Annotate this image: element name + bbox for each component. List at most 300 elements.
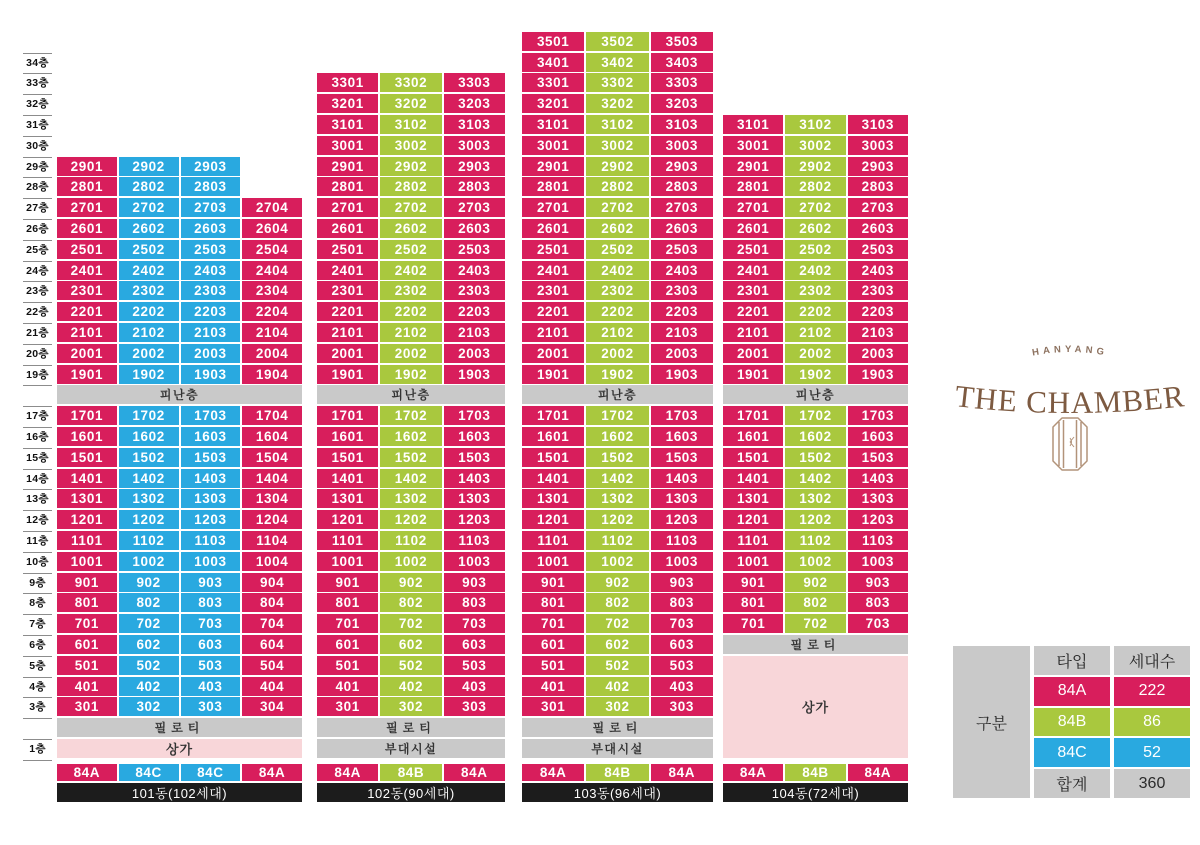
unit-cell-901[interactable]: 901 [57,573,117,592]
unit-cell-502[interactable]: 502 [119,656,179,675]
unit-cell-2702[interactable]: 2702 [586,198,648,217]
unit-cell-1401[interactable]: 1401 [317,469,378,488]
unit-cell-2004[interactable]: 2004 [242,344,302,363]
unit-cell-1403[interactable]: 1403 [848,469,908,488]
unit-cell-2403[interactable]: 2403 [651,261,713,280]
unit-cell-3101[interactable]: 3101 [317,115,378,134]
unit-cell-2202[interactable]: 2202 [119,302,179,321]
unit-cell-3103[interactable]: 3103 [444,115,505,134]
unit-cell-2703[interactable]: 2703 [651,198,713,217]
unit-cell-1001[interactable]: 1001 [522,552,584,571]
unit-cell-2701[interactable]: 2701 [57,198,117,217]
unit-cell-2303[interactable]: 2303 [651,281,713,300]
unit-cell-1201[interactable]: 1201 [57,510,117,529]
unit-cell-2603[interactable]: 2603 [848,219,908,238]
unit-cell-1703[interactable]: 1703 [651,406,713,425]
unit-cell-1103[interactable]: 1103 [181,531,241,550]
unit-cell-1101[interactable]: 1101 [317,531,378,550]
unit-cell-1303[interactable]: 1303 [444,489,505,508]
unit-cell-3103[interactable]: 3103 [848,115,908,134]
unit-cell-602[interactable]: 602 [119,635,179,654]
unit-cell-701[interactable]: 701 [522,614,584,633]
unit-cell-1302[interactable]: 1302 [785,489,845,508]
unit-cell-1701[interactable]: 1701 [57,406,117,425]
unit-cell-3101[interactable]: 3101 [522,115,584,134]
unit-cell-2302[interactable]: 2302 [785,281,845,300]
unit-cell-1303[interactable]: 1303 [651,489,713,508]
unit-cell-2902[interactable]: 2902 [380,157,441,176]
unit-cell-902[interactable]: 902 [119,573,179,592]
unit-cell-1903[interactable]: 1903 [444,365,505,384]
unit-cell-903[interactable]: 903 [444,573,505,592]
unit-cell-1603[interactable]: 1603 [651,427,713,446]
unit-cell-903[interactable]: 903 [848,573,908,592]
unit-cell-1303[interactable]: 1303 [848,489,908,508]
unit-cell-3203[interactable]: 3203 [651,94,713,113]
unit-cell-703[interactable]: 703 [651,614,713,633]
unit-cell-1903[interactable]: 1903 [651,365,713,384]
unit-cell-1101[interactable]: 1101 [723,531,783,550]
unit-cell-2901[interactable]: 2901 [317,157,378,176]
unit-cell-1003[interactable]: 1003 [651,552,713,571]
unit-cell-2704[interactable]: 2704 [242,198,302,217]
unit-cell-2301[interactable]: 2301 [317,281,378,300]
unit-cell-2001[interactable]: 2001 [317,344,378,363]
unit-cell-1504[interactable]: 1504 [242,448,302,467]
unit-cell-303[interactable]: 303 [651,697,713,716]
unit-cell-1102[interactable]: 1102 [380,531,441,550]
unit-cell-1103[interactable]: 1103 [848,531,908,550]
unit-cell-3002[interactable]: 3002 [586,136,648,155]
unit-cell-1901[interactable]: 1901 [57,365,117,384]
unit-cell-503[interactable]: 503 [181,656,241,675]
unit-cell-2501[interactable]: 2501 [522,240,584,259]
unit-cell-701[interactable]: 701 [317,614,378,633]
unit-cell-1602[interactable]: 1602 [119,427,179,446]
unit-cell-301[interactable]: 301 [522,697,584,716]
unit-cell-2502[interactable]: 2502 [586,240,648,259]
unit-cell-702[interactable]: 702 [586,614,648,633]
unit-cell-1202[interactable]: 1202 [380,510,441,529]
unit-cell-1901[interactable]: 1901 [522,365,584,384]
unit-cell-2901[interactable]: 2901 [723,157,783,176]
unit-cell-301[interactable]: 301 [317,697,378,716]
unit-cell-402[interactable]: 402 [380,677,441,696]
unit-cell-1403[interactable]: 1403 [651,469,713,488]
unit-cell-503[interactable]: 503 [651,656,713,675]
unit-cell-2101[interactable]: 2101 [522,323,584,342]
unit-cell-1703[interactable]: 1703 [848,406,908,425]
unit-cell-2002[interactable]: 2002 [586,344,648,363]
unit-cell-1902[interactable]: 1902 [119,365,179,384]
unit-cell-2603[interactable]: 2603 [181,219,241,238]
unit-cell-702[interactable]: 702 [380,614,441,633]
unit-cell-2803[interactable]: 2803 [181,177,241,196]
unit-cell-1301[interactable]: 1301 [723,489,783,508]
unit-cell-501[interactable]: 501 [522,656,584,675]
unit-cell-3102[interactable]: 3102 [586,115,648,134]
unit-cell-704[interactable]: 704 [242,614,302,633]
unit-cell-602[interactable]: 602 [586,635,648,654]
unit-cell-2201[interactable]: 2201 [317,302,378,321]
unit-cell-404[interactable]: 404 [242,677,302,696]
unit-cell-2401[interactable]: 2401 [317,261,378,280]
unit-cell-3503[interactable]: 3503 [651,32,713,51]
unit-cell-3302[interactable]: 3302 [380,73,441,92]
unit-cell-902[interactable]: 902 [380,573,441,592]
unit-cell-503[interactable]: 503 [444,656,505,675]
unit-cell-2201[interactable]: 2201 [522,302,584,321]
unit-cell-1502[interactable]: 1502 [586,448,648,467]
unit-cell-1301[interactable]: 1301 [317,489,378,508]
unit-cell-2602[interactable]: 2602 [119,219,179,238]
unit-cell-2303[interactable]: 2303 [181,281,241,300]
unit-cell-1703[interactable]: 1703 [181,406,241,425]
unit-cell-2001[interactable]: 2001 [522,344,584,363]
unit-cell-2003[interactable]: 2003 [848,344,908,363]
unit-cell-1501[interactable]: 1501 [57,448,117,467]
unit-cell-1104[interactable]: 1104 [242,531,302,550]
unit-cell-2102[interactable]: 2102 [119,323,179,342]
unit-cell-502[interactable]: 502 [586,656,648,675]
unit-cell-3302[interactable]: 3302 [586,73,648,92]
unit-cell-3102[interactable]: 3102 [380,115,441,134]
unit-cell-2902[interactable]: 2902 [119,157,179,176]
unit-cell-2502[interactable]: 2502 [119,240,179,259]
unit-cell-1701[interactable]: 1701 [317,406,378,425]
unit-cell-3402[interactable]: 3402 [586,53,648,72]
unit-cell-2601[interactable]: 2601 [317,219,378,238]
unit-cell-3002[interactable]: 3002 [785,136,845,155]
unit-cell-2003[interactable]: 2003 [651,344,713,363]
unit-cell-1101[interactable]: 1101 [57,531,117,550]
unit-cell-2401[interactable]: 2401 [522,261,584,280]
unit-cell-2202[interactable]: 2202 [785,302,845,321]
unit-cell-504[interactable]: 504 [242,656,302,675]
unit-cell-403[interactable]: 403 [181,677,241,696]
unit-cell-2703[interactable]: 2703 [181,198,241,217]
unit-cell-701[interactable]: 701 [57,614,117,633]
unit-cell-3103[interactable]: 3103 [651,115,713,134]
unit-cell-1902[interactable]: 1902 [785,365,845,384]
unit-cell-903[interactable]: 903 [181,573,241,592]
unit-cell-1402[interactable]: 1402 [785,469,845,488]
unit-cell-804[interactable]: 804 [242,593,302,612]
unit-cell-2701[interactable]: 2701 [522,198,584,217]
unit-cell-1903[interactable]: 1903 [181,365,241,384]
unit-cell-2001[interactable]: 2001 [723,344,783,363]
unit-cell-802[interactable]: 802 [119,593,179,612]
unit-cell-2802[interactable]: 2802 [785,177,845,196]
unit-cell-2303[interactable]: 2303 [848,281,908,300]
unit-cell-702[interactable]: 702 [119,614,179,633]
unit-cell-1402[interactable]: 1402 [380,469,441,488]
unit-cell-501[interactable]: 501 [317,656,378,675]
unit-cell-2102[interactable]: 2102 [380,323,441,342]
unit-cell-3001[interactable]: 3001 [723,136,783,155]
unit-cell-2203[interactable]: 2203 [848,302,908,321]
unit-cell-801[interactable]: 801 [317,593,378,612]
unit-cell-1601[interactable]: 1601 [57,427,117,446]
unit-cell-2702[interactable]: 2702 [380,198,441,217]
unit-cell-1002[interactable]: 1002 [785,552,845,571]
unit-cell-603[interactable]: 603 [181,635,241,654]
unit-cell-2801[interactable]: 2801 [317,177,378,196]
unit-cell-2802[interactable]: 2802 [586,177,648,196]
unit-cell-2302[interactable]: 2302 [119,281,179,300]
unit-cell-2203[interactable]: 2203 [444,302,505,321]
unit-cell-1501[interactable]: 1501 [723,448,783,467]
unit-cell-2502[interactable]: 2502 [380,240,441,259]
unit-cell-2803[interactable]: 2803 [651,177,713,196]
unit-cell-1601[interactable]: 1601 [317,427,378,446]
unit-cell-1403[interactable]: 1403 [444,469,505,488]
unit-cell-2602[interactable]: 2602 [586,219,648,238]
unit-cell-1001[interactable]: 1001 [317,552,378,571]
unit-cell-2903[interactable]: 2903 [181,157,241,176]
unit-cell-1602[interactable]: 1602 [380,427,441,446]
unit-cell-604[interactable]: 604 [242,635,302,654]
unit-cell-2601[interactable]: 2601 [57,219,117,238]
unit-cell-603[interactable]: 603 [651,635,713,654]
unit-cell-402[interactable]: 402 [586,677,648,696]
unit-cell-1901[interactable]: 1901 [723,365,783,384]
unit-cell-2201[interactable]: 2201 [723,302,783,321]
unit-cell-1304[interactable]: 1304 [242,489,302,508]
unit-cell-2103[interactable]: 2103 [181,323,241,342]
unit-cell-602[interactable]: 602 [380,635,441,654]
unit-cell-601[interactable]: 601 [57,635,117,654]
unit-cell-1601[interactable]: 1601 [522,427,584,446]
unit-cell-2103[interactable]: 2103 [848,323,908,342]
unit-cell-1701[interactable]: 1701 [522,406,584,425]
unit-cell-2803[interactable]: 2803 [848,177,908,196]
unit-cell-1302[interactable]: 1302 [119,489,179,508]
unit-cell-1702[interactable]: 1702 [785,406,845,425]
unit-cell-801[interactable]: 801 [57,593,117,612]
unit-cell-2903[interactable]: 2903 [651,157,713,176]
unit-cell-803[interactable]: 803 [651,593,713,612]
unit-cell-902[interactable]: 902 [586,573,648,592]
unit-cell-1703[interactable]: 1703 [444,406,505,425]
unit-cell-403[interactable]: 403 [444,677,505,696]
unit-cell-502[interactable]: 502 [380,656,441,675]
unit-cell-3303[interactable]: 3303 [444,73,505,92]
unit-cell-1203[interactable]: 1203 [651,510,713,529]
unit-cell-3202[interactable]: 3202 [380,94,441,113]
unit-cell-1302[interactable]: 1302 [586,489,648,508]
unit-cell-1201[interactable]: 1201 [317,510,378,529]
unit-cell-2402[interactable]: 2402 [119,261,179,280]
unit-cell-2302[interactable]: 2302 [380,281,441,300]
unit-cell-2203[interactable]: 2203 [651,302,713,321]
unit-cell-2403[interactable]: 2403 [848,261,908,280]
unit-cell-2901[interactable]: 2901 [57,157,117,176]
unit-cell-2503[interactable]: 2503 [181,240,241,259]
unit-cell-1004[interactable]: 1004 [242,552,302,571]
unit-cell-2501[interactable]: 2501 [57,240,117,259]
unit-cell-1901[interactable]: 1901 [317,365,378,384]
unit-cell-1502[interactable]: 1502 [380,448,441,467]
unit-cell-2902[interactable]: 2902 [586,157,648,176]
unit-cell-1902[interactable]: 1902 [380,365,441,384]
unit-cell-2102[interactable]: 2102 [586,323,648,342]
unit-cell-1503[interactable]: 1503 [444,448,505,467]
unit-cell-302[interactable]: 302 [586,697,648,716]
unit-cell-2902[interactable]: 2902 [785,157,845,176]
unit-cell-1603[interactable]: 1603 [444,427,505,446]
unit-cell-1202[interactable]: 1202 [586,510,648,529]
unit-cell-1401[interactable]: 1401 [57,469,117,488]
unit-cell-2503[interactable]: 2503 [651,240,713,259]
unit-cell-1601[interactable]: 1601 [723,427,783,446]
unit-cell-3003[interactable]: 3003 [444,136,505,155]
unit-cell-1201[interactable]: 1201 [522,510,584,529]
unit-cell-501[interactable]: 501 [57,656,117,675]
unit-cell-1301[interactable]: 1301 [522,489,584,508]
unit-cell-1302[interactable]: 1302 [380,489,441,508]
unit-cell-2701[interactable]: 2701 [723,198,783,217]
unit-cell-1103[interactable]: 1103 [651,531,713,550]
unit-cell-1102[interactable]: 1102 [586,531,648,550]
unit-cell-2101[interactable]: 2101 [723,323,783,342]
unit-cell-2603[interactable]: 2603 [444,219,505,238]
unit-cell-1701[interactable]: 1701 [723,406,783,425]
unit-cell-1103[interactable]: 1103 [444,531,505,550]
unit-cell-1203[interactable]: 1203 [848,510,908,529]
unit-cell-3403[interactable]: 3403 [651,53,713,72]
unit-cell-2801[interactable]: 2801 [57,177,117,196]
unit-cell-2602[interactable]: 2602 [785,219,845,238]
unit-cell-2501[interactable]: 2501 [317,240,378,259]
unit-cell-2802[interactable]: 2802 [119,177,179,196]
unit-cell-901[interactable]: 901 [317,573,378,592]
unit-cell-802[interactable]: 802 [586,593,648,612]
unit-cell-701[interactable]: 701 [723,614,783,633]
unit-cell-1201[interactable]: 1201 [723,510,783,529]
unit-cell-803[interactable]: 803 [848,593,908,612]
unit-cell-1602[interactable]: 1602 [586,427,648,446]
unit-cell-2702[interactable]: 2702 [785,198,845,217]
unit-cell-2501[interactable]: 2501 [723,240,783,259]
unit-cell-2201[interactable]: 2201 [57,302,117,321]
unit-cell-1702[interactable]: 1702 [586,406,648,425]
unit-cell-1503[interactable]: 1503 [181,448,241,467]
unit-cell-2803[interactable]: 2803 [444,177,505,196]
unit-cell-1503[interactable]: 1503 [848,448,908,467]
unit-cell-2301[interactable]: 2301 [723,281,783,300]
unit-cell-603[interactable]: 603 [444,635,505,654]
unit-cell-1102[interactable]: 1102 [119,531,179,550]
unit-cell-1702[interactable]: 1702 [380,406,441,425]
unit-cell-1204[interactable]: 1204 [242,510,302,529]
unit-cell-703[interactable]: 703 [181,614,241,633]
unit-cell-3003[interactable]: 3003 [848,136,908,155]
unit-cell-902[interactable]: 902 [785,573,845,592]
unit-cell-901[interactable]: 901 [522,573,584,592]
unit-cell-2403[interactable]: 2403 [181,261,241,280]
unit-cell-3003[interactable]: 3003 [651,136,713,155]
unit-cell-2002[interactable]: 2002 [119,344,179,363]
unit-cell-2903[interactable]: 2903 [848,157,908,176]
unit-cell-1602[interactable]: 1602 [785,427,845,446]
unit-cell-2001[interactable]: 2001 [57,344,117,363]
unit-cell-3201[interactable]: 3201 [317,94,378,113]
unit-cell-702[interactable]: 702 [785,614,845,633]
unit-cell-3002[interactable]: 3002 [380,136,441,155]
unit-cell-3001[interactable]: 3001 [317,136,378,155]
unit-cell-2702[interactable]: 2702 [119,198,179,217]
unit-cell-1002[interactable]: 1002 [119,552,179,571]
unit-cell-3301[interactable]: 3301 [317,73,378,92]
unit-cell-2802[interactable]: 2802 [380,177,441,196]
unit-cell-3102[interactable]: 3102 [785,115,845,134]
unit-cell-601[interactable]: 601 [317,635,378,654]
unit-cell-803[interactable]: 803 [444,593,505,612]
unit-cell-3203[interactable]: 3203 [444,94,505,113]
unit-cell-2301[interactable]: 2301 [57,281,117,300]
unit-cell-803[interactable]: 803 [181,593,241,612]
unit-cell-1704[interactable]: 1704 [242,406,302,425]
unit-cell-2701[interactable]: 2701 [317,198,378,217]
unit-cell-2204[interactable]: 2204 [242,302,302,321]
unit-cell-301[interactable]: 301 [57,697,117,716]
unit-cell-1303[interactable]: 1303 [181,489,241,508]
unit-cell-2503[interactable]: 2503 [444,240,505,259]
unit-cell-2402[interactable]: 2402 [380,261,441,280]
unit-cell-303[interactable]: 303 [181,697,241,716]
unit-cell-2402[interactable]: 2402 [785,261,845,280]
unit-cell-3501[interactable]: 3501 [522,32,584,51]
unit-cell-1603[interactable]: 1603 [181,427,241,446]
unit-cell-802[interactable]: 802 [785,593,845,612]
unit-cell-3201[interactable]: 3201 [522,94,584,113]
unit-cell-2504[interactable]: 2504 [242,240,302,259]
unit-cell-1002[interactable]: 1002 [380,552,441,571]
unit-cell-1202[interactable]: 1202 [785,510,845,529]
unit-cell-801[interactable]: 801 [723,593,783,612]
unit-cell-1404[interactable]: 1404 [242,469,302,488]
unit-cell-1401[interactable]: 1401 [522,469,584,488]
unit-cell-303[interactable]: 303 [444,697,505,716]
unit-cell-1402[interactable]: 1402 [119,469,179,488]
unit-cell-2101[interactable]: 2101 [57,323,117,342]
unit-cell-2103[interactable]: 2103 [444,323,505,342]
unit-cell-2202[interactable]: 2202 [380,302,441,321]
unit-cell-2901[interactable]: 2901 [522,157,584,176]
unit-cell-2301[interactable]: 2301 [522,281,584,300]
unit-cell-2603[interactable]: 2603 [651,219,713,238]
unit-cell-1101[interactable]: 1101 [522,531,584,550]
unit-cell-903[interactable]: 903 [651,573,713,592]
unit-cell-402[interactable]: 402 [119,677,179,696]
unit-cell-304[interactable]: 304 [242,697,302,716]
unit-cell-2304[interactable]: 2304 [242,281,302,300]
unit-cell-1003[interactable]: 1003 [848,552,908,571]
unit-cell-1001[interactable]: 1001 [57,552,117,571]
unit-cell-1503[interactable]: 1503 [651,448,713,467]
unit-cell-2801[interactable]: 2801 [522,177,584,196]
unit-cell-1203[interactable]: 1203 [181,510,241,529]
unit-cell-2003[interactable]: 2003 [444,344,505,363]
unit-cell-3303[interactable]: 3303 [651,73,713,92]
unit-cell-2101[interactable]: 2101 [317,323,378,342]
unit-cell-1401[interactable]: 1401 [723,469,783,488]
unit-cell-1903[interactable]: 1903 [848,365,908,384]
unit-cell-802[interactable]: 802 [380,593,441,612]
unit-cell-3401[interactable]: 3401 [522,53,584,72]
unit-cell-2302[interactable]: 2302 [586,281,648,300]
